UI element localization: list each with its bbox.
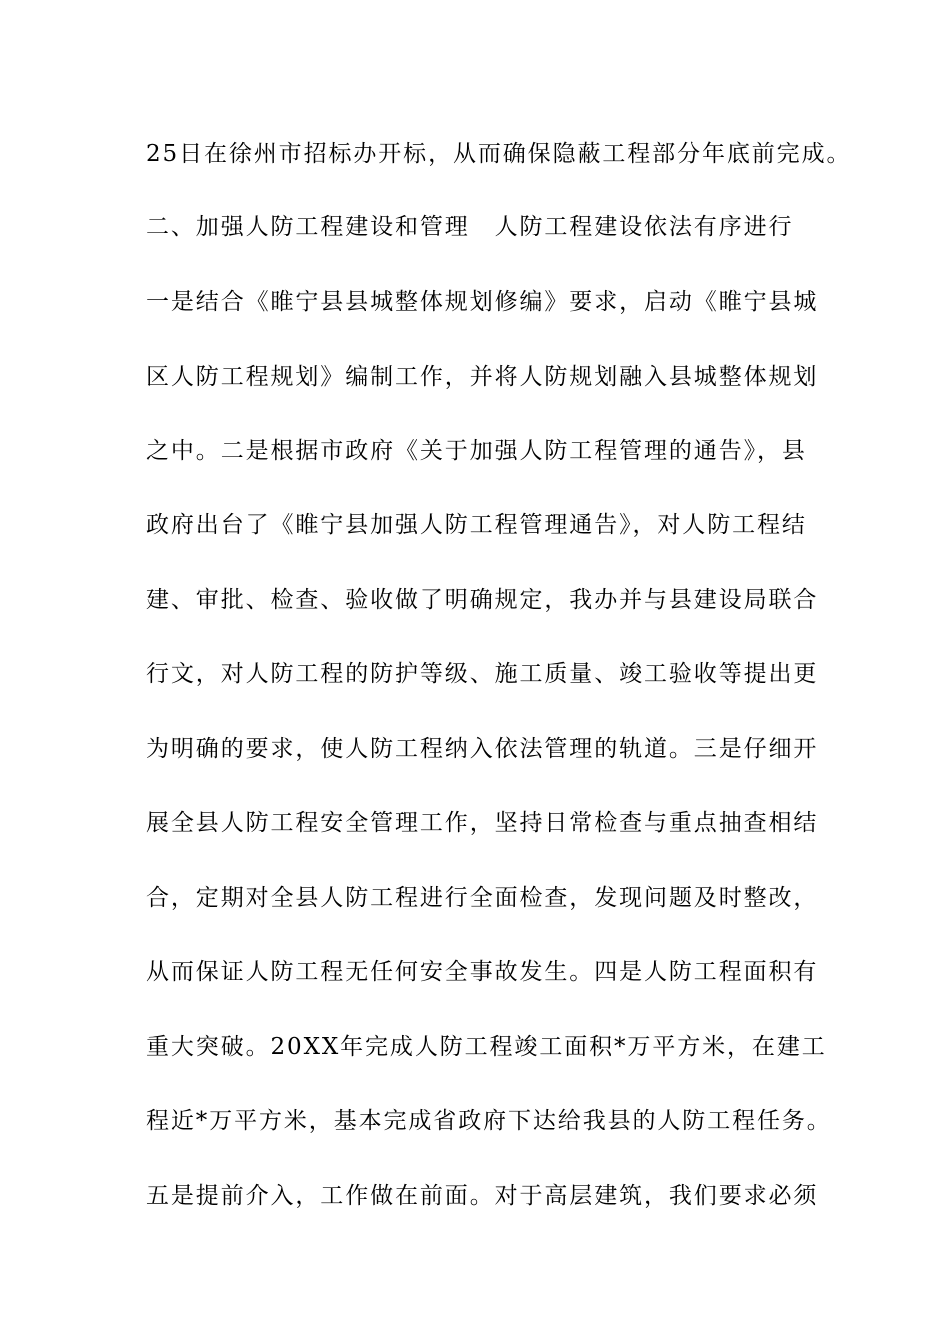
text-line: 25日在徐州市招标办开标，从而确保隐蔽工程部分年底前完成。 xyxy=(146,141,852,167)
text-line: 行文，对人防工程的防护等级、施工质量、竣工验收等提出更 xyxy=(146,661,819,687)
text-line: 政府出台了《睢宁县加强人防工程管理通告》，对人防工程结 xyxy=(146,512,807,538)
text-line: 区人防工程规划》编制工作，并将人防规划融入县城整体规划 xyxy=(146,364,819,390)
text-line: 程近*万平方米，基本完成省政府下达给我县的人防工程任务。 xyxy=(146,1108,832,1134)
text-line: 展全县人防工程安全管理工作，坚持日常检查与重点抽查相结 xyxy=(146,810,819,836)
text-line: 一是结合《睢宁县县城整体规划修编》要求，启动《睢宁县城 xyxy=(146,289,819,315)
text-line: 为明确的要求，使人防工程纳入依法管理的轨道。三是仔细开 xyxy=(146,736,819,762)
text-line: 之中。二是根据市政府《关于加强人防工程管理的通告》，县 xyxy=(146,438,807,464)
text-line: 合，定期对全县人防工程进行全面检查，发现问题及时整改， xyxy=(146,885,819,911)
text-line: 建、审批、检查、验收做了明确规定，我办并与县建设局联合 xyxy=(146,587,819,613)
text-line: 五是提前介入，工作做在前面。对于高层建筑，我们要求必须 xyxy=(146,1183,819,1209)
section-heading: 二、加强人防工程建设和管理 人防工程建设依法有序进行 xyxy=(146,214,794,240)
text-line: 重大突破。20XX年完成人防工程竣工面积*万平方米，在建工 xyxy=(146,1034,827,1060)
text-line: 从而保证人防工程无任何安全事故发生。四是人防工程面积有 xyxy=(146,959,819,985)
